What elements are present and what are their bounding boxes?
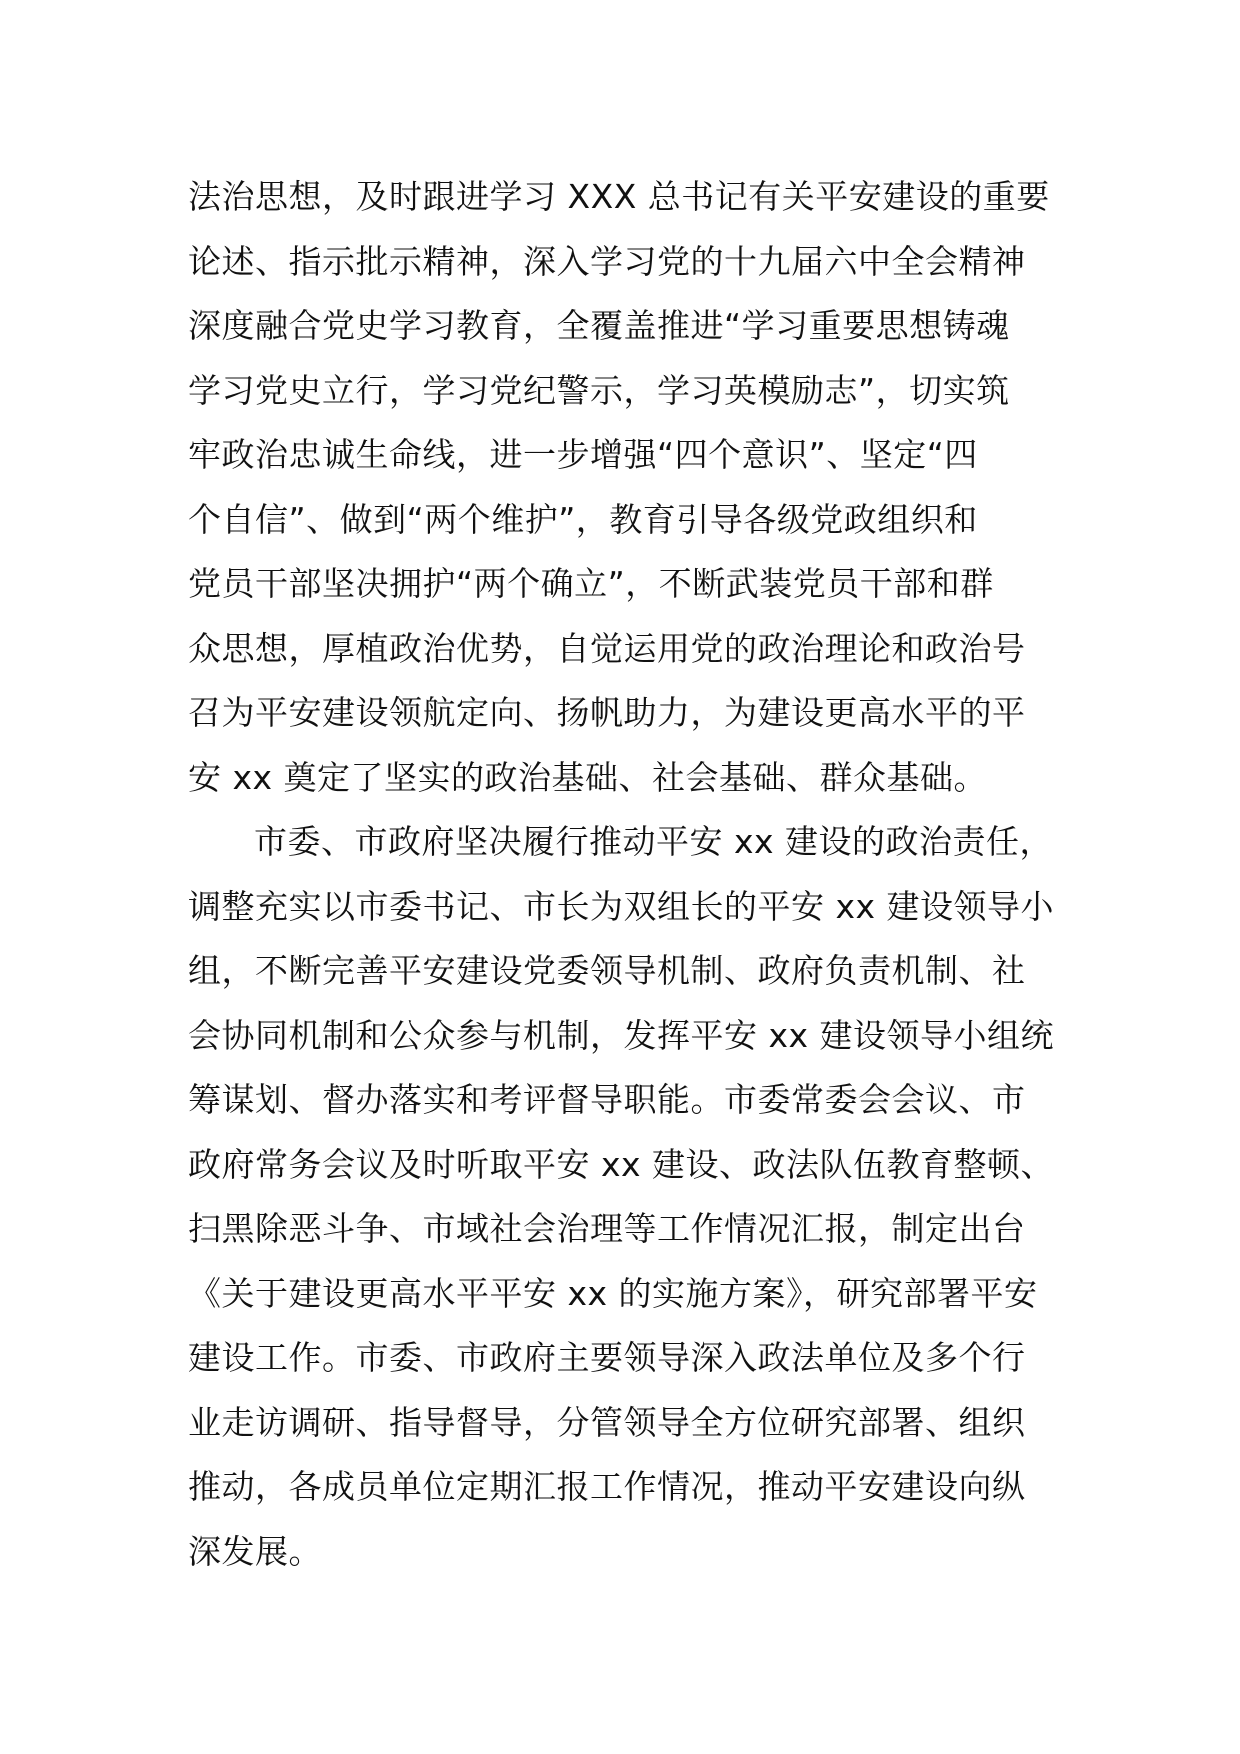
text-line: 个自信”、做到“两个维护”，教育引导各级党政组织和 — [188, 499, 978, 539]
text-line: 扫黑除恶斗争、市域社会治理等工作情况汇报，制定出台 — [188, 1209, 1026, 1248]
text-line: 推动，各成员单位定期汇报工作情况，推动平安建设向纵 — [188, 1467, 1026, 1506]
text-line: 法治思想，及时跟进学习 XXX 总书记有关平安建设的重要 — [188, 177, 1050, 216]
text-line-indented: 市委、市政府坚决履行推动平安 xx 建设的政治责任， — [254, 822, 1054, 861]
text-line: 学习党史立行，学习党纪警示，学习英模励志”，切实筑 — [188, 370, 1010, 410]
text-line: 安 xx 奠定了坚实的政治基础、社会基础、群众基础。 — [188, 757, 988, 797]
text-line: 组，不断完善平安建设党委领导机制、政府负责机制、社 — [188, 951, 1026, 990]
paragraph-1 — [188, 165, 1058, 810]
body-text — [188, 165, 1058, 1584]
text-line: 建设工作。市委、市政府主要领导深入政法单位及多个行 — [188, 1338, 1026, 1377]
text-line: 政府常务会议及时听取平安 xx 建设、政法队伍教育整顿、 — [188, 1144, 1055, 1184]
text-line: 论述、指示批示精神，深入学习党的十九届六中全会精神 — [188, 241, 1026, 281]
text-line: 业走访调研、指导督导，分管领导全方位研究部署、组织 — [188, 1402, 1026, 1442]
text-line: 众思想，厚植政治优势，自觉运用党的政治理论和政治号 — [188, 628, 1026, 668]
text-line: 党员干部坚决拥护“两个确立”，不断武装党员干部和群 — [188, 564, 994, 603]
paragraph-2 — [188, 810, 1058, 1584]
text-line: 调整充实以市委书记、市长为双组长的平安 xx 建设领导小 — [188, 886, 1055, 926]
text-line: 会协同机制和公众参与机制，发挥平安 xx 建设领导小组统 — [188, 1015, 1055, 1055]
text-line: 牢政治忠诚生命线，进一步增强“四个意识”、坚定“四 — [188, 435, 978, 474]
text-line: 深发展。 — [188, 1531, 322, 1571]
text-line: 《关于建设更高水平平安 xx 的实施方案》，研究部署平安 — [188, 1273, 1038, 1313]
text-line: 筹谋划、督办落实和考评督导职能。市委常委会会议、市 — [188, 1080, 1026, 1119]
text-line: 召为平安建设领航定向、扬帆助力，为建设更高水平的平 — [188, 693, 1026, 732]
text-line: 深度融合党史学习教育，全覆盖推进“学习重要思想铸魂 — [188, 306, 1010, 345]
